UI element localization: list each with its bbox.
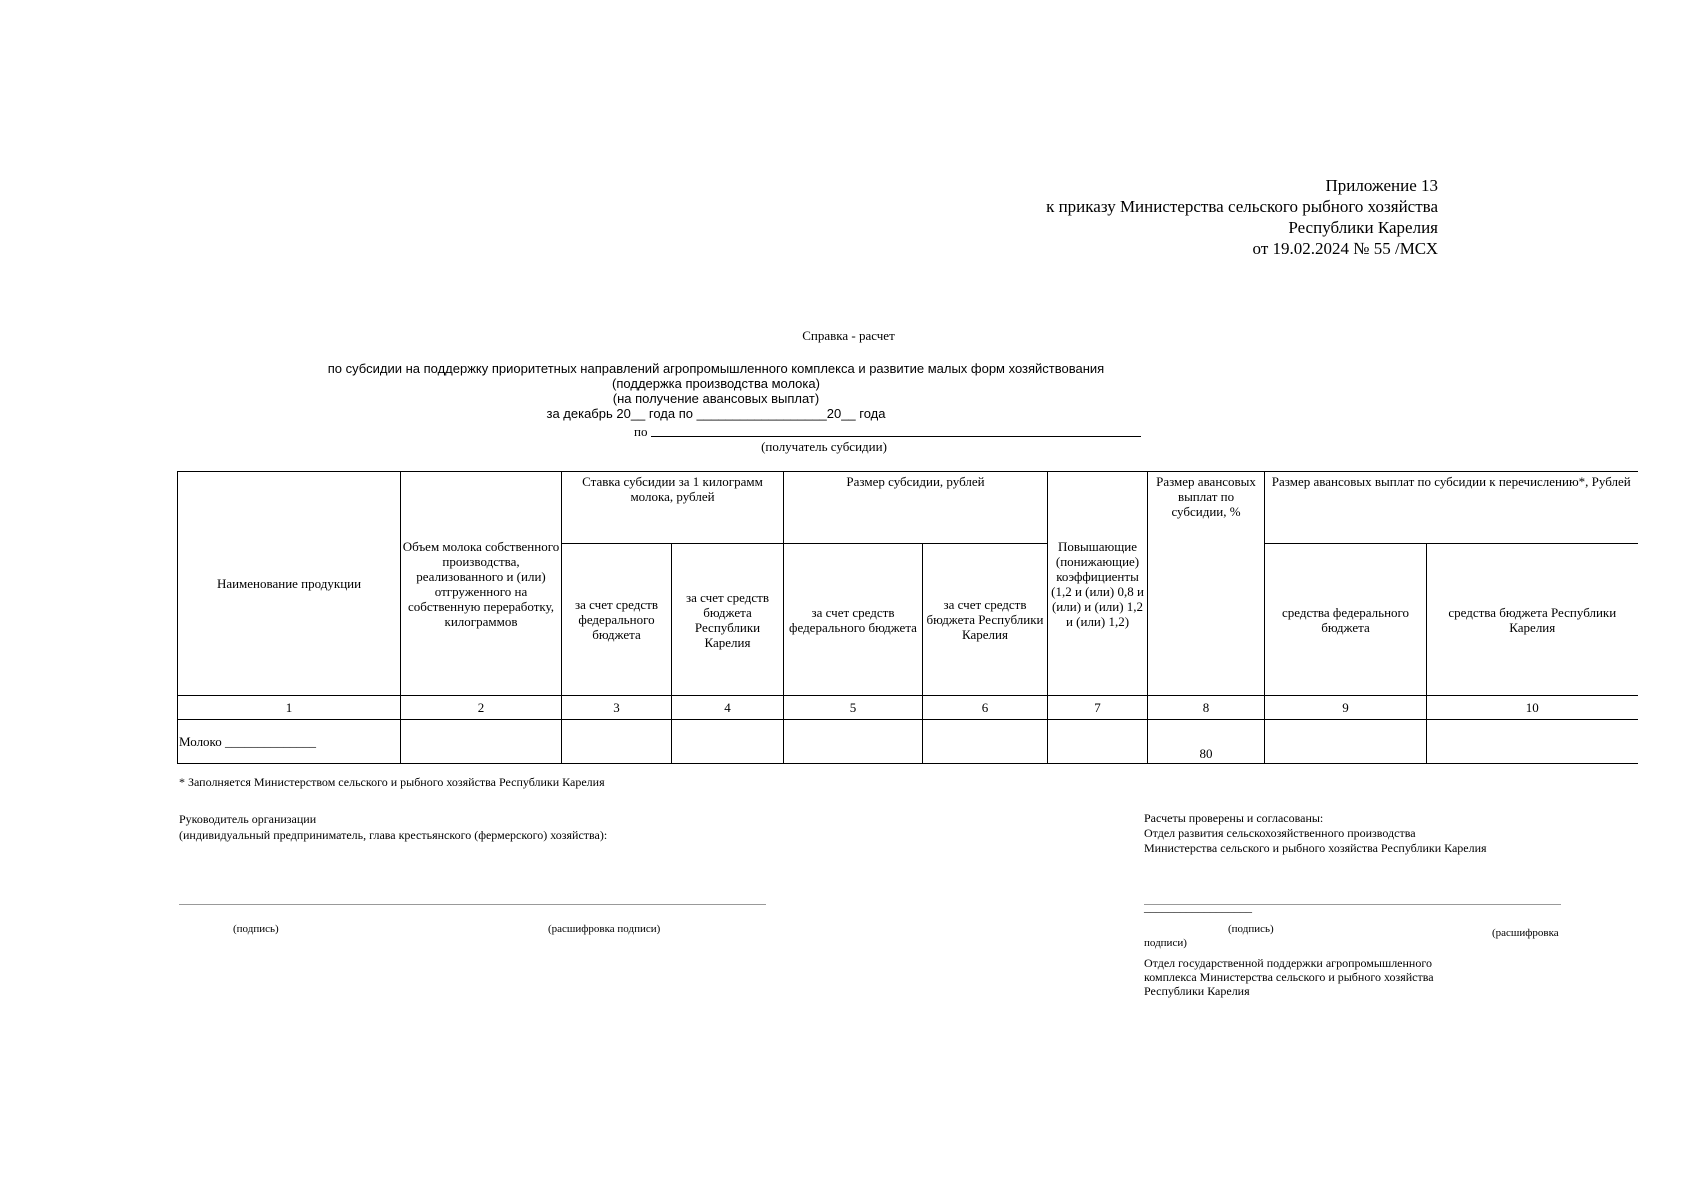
subtitle-line-3: (на получение авансовых выплат) bbox=[612, 391, 820, 406]
header-milk-volume: Объем молока собственного производства, реализованного и (или) отгруженного на собственную переработку, килограммов bbox=[401, 472, 562, 696]
coefficient-cell bbox=[1048, 720, 1148, 764]
header-advance-federal: средства федерального бюджета bbox=[1265, 544, 1427, 696]
leader-subtitle: (индивидуальный предприниматель, глава крестьянского (фермерского) хозяйства): bbox=[179, 828, 608, 842]
verification-decode-hint-cont: подписи) bbox=[1144, 937, 1187, 949]
document-title: Справка - расчет bbox=[802, 328, 895, 343]
size-federal-cell bbox=[784, 720, 923, 764]
header-rate-regional: за счет средств бюджета Республики Карелия bbox=[672, 544, 784, 696]
size-regional-cell bbox=[923, 720, 1048, 764]
column-number: 5 bbox=[784, 696, 923, 720]
header-advance-percent: Размер авансовых выплат по субсидии, % bbox=[1148, 472, 1265, 696]
support-dept-line-2: комплекса Министерства сельского и рыбного хозяйства bbox=[1144, 970, 1434, 984]
support-dept-line-3: Республики Карелия bbox=[1144, 984, 1250, 998]
column-number: 9 bbox=[1265, 696, 1427, 720]
header-size-group: Размер субсидии, рублей bbox=[784, 472, 1048, 544]
support-dept-line-1: Отдел государственной поддержки агропромышленного bbox=[1144, 956, 1432, 970]
milk-volume-cell bbox=[401, 720, 562, 764]
leader-title: Руководитель организации bbox=[179, 812, 317, 826]
column-number: 4 bbox=[672, 696, 784, 720]
column-number: 2 bbox=[401, 696, 562, 720]
leader-block bbox=[179, 811, 607, 843]
column-number: 1 bbox=[178, 696, 401, 720]
subtitle-line-1: по субсидии на поддержку приоритетных направлений агропромышленного комплекса и развитие малых форм хозяйствования bbox=[327, 361, 1105, 376]
leader-signature-line bbox=[179, 904, 766, 905]
document-subtitle bbox=[0, 361, 1432, 421]
verification-title: Расчеты проверены и согласованы: bbox=[1144, 811, 1324, 825]
verification-dept-line-1: Отдел развития сельскохозяйственного производства bbox=[1144, 826, 1416, 840]
appendix-line-2: к приказу Министерства сельского рыбного хозяйства bbox=[1046, 197, 1438, 216]
column-number: 7 bbox=[1048, 696, 1148, 720]
header-rate-federal: за счет средств федерального бюджета bbox=[562, 544, 672, 696]
header-size-federal: за счет средств федерального бюджета bbox=[784, 544, 923, 696]
appendix-header bbox=[1046, 175, 1438, 259]
verification-decode-hint: (расшифровка bbox=[1492, 927, 1559, 939]
advance-regional-cell bbox=[1427, 720, 1638, 764]
advance-percent-cell: 80 bbox=[1148, 720, 1265, 764]
verification-decode-hint-clip bbox=[1492, 923, 1561, 941]
column-number: 6 bbox=[923, 696, 1048, 720]
header-advance-regional: средства бюджета Республики Карелия bbox=[1427, 544, 1638, 696]
product-name-cell: Молоко ______________ bbox=[178, 720, 401, 764]
column-number: 10 bbox=[1427, 696, 1638, 720]
verification-sign-hint: (подпись) bbox=[1228, 923, 1274, 935]
subtitle-line-4: за декабрь 20__ года по __________________20__ года bbox=[546, 406, 886, 421]
column-number: 8 bbox=[1148, 696, 1265, 720]
header-size-regional: за счет средств бюджета Республики Карелия bbox=[923, 544, 1048, 696]
recipient-fill-line bbox=[651, 436, 1141, 437]
calculation-table-wrapper bbox=[177, 471, 1631, 764]
verification-dept-line-2: Министерства сельского и рыбного хозяйства Республики Карелия bbox=[1144, 841, 1487, 855]
appendix-line-4: от 19.02.2024 № 55 /МСХ bbox=[1252, 239, 1438, 258]
recipient-line bbox=[634, 424, 1141, 440]
rate-regional-cell bbox=[672, 720, 784, 764]
appendix-line-1: Приложение 13 bbox=[1325, 176, 1438, 195]
header-advance-group: Размер авансовых выплат по субсидии к перечислению*, Рублей bbox=[1265, 472, 1638, 544]
footnote: * Заполняется Министерством сельского и рыбного хозяйства Республики Карелия bbox=[179, 775, 605, 789]
support-department-block bbox=[1144, 956, 1434, 998]
rate-federal-cell bbox=[562, 720, 672, 764]
column-number: 3 bbox=[562, 696, 672, 720]
advance-federal-cell bbox=[1265, 720, 1427, 764]
header-product-name: Наименование продукции bbox=[178, 472, 401, 696]
appendix-line-3: Республики Карелия bbox=[1288, 218, 1438, 237]
verification-block bbox=[1144, 811, 1561, 856]
column-number-row bbox=[178, 696, 1638, 720]
table-row bbox=[178, 720, 1638, 764]
verification-underscore: __________________ bbox=[1144, 900, 1252, 914]
subtitle-line-2: (поддержка производства молока) bbox=[612, 376, 820, 391]
header-coefficients: Повышающие (понижающие) коэффициенты (1,2 и (или) 0,8 и (или) и (или) 1,2 и (или) 1,2) bbox=[1048, 472, 1148, 696]
recipient-prefix: по bbox=[634, 424, 648, 439]
calculation-table bbox=[177, 471, 1638, 764]
leader-sign-hint: (подпись) bbox=[233, 923, 279, 935]
header-rate-group: Ставка субсидии за 1 килограмм молока, рублей bbox=[562, 472, 784, 544]
recipient-hint: (получатель субсидии) bbox=[761, 439, 887, 454]
leader-decode-hint: (расшифровка подписи) bbox=[548, 923, 661, 935]
